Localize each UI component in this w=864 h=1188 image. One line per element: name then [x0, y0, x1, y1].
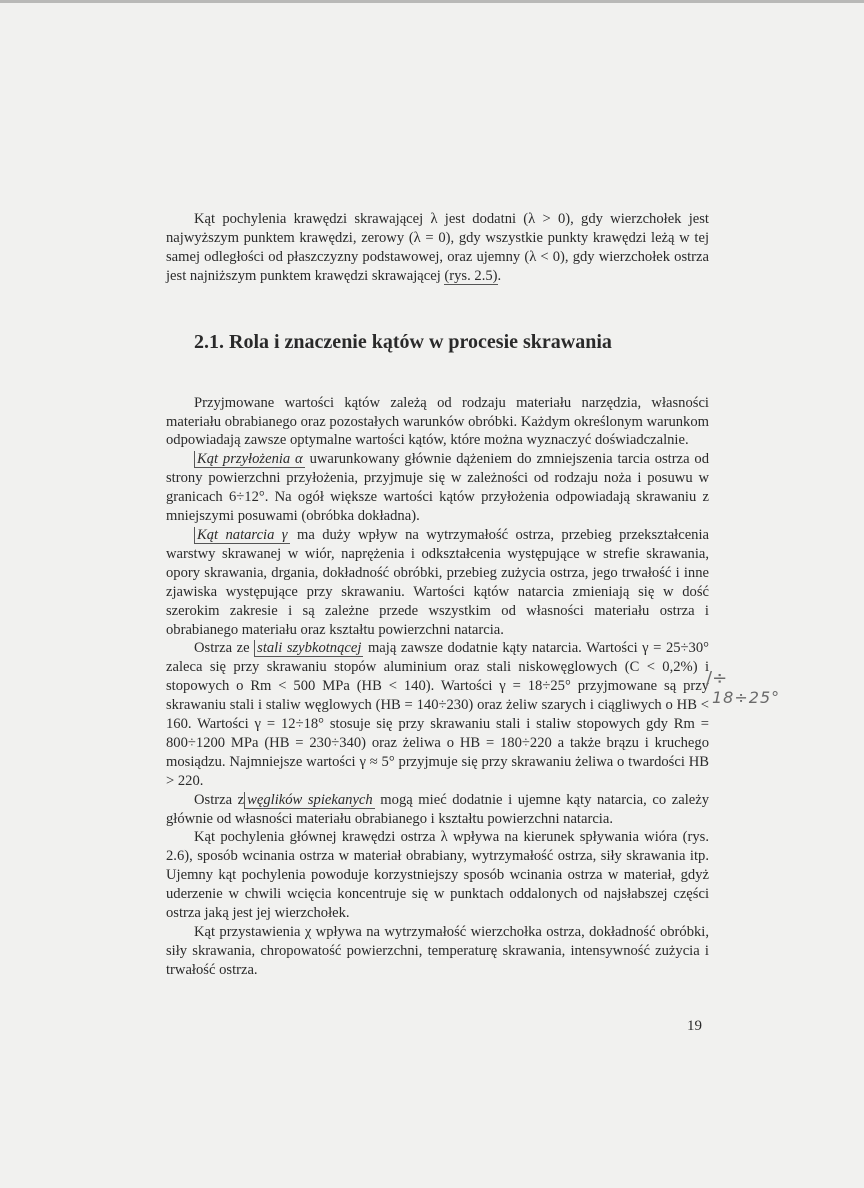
- paragraph-6: Kąt pochylenia głównej krawędzi ostrza λ wpływa na kierunek spływania wióra (rys. 2.6), sposób wcinania ostrza w materiał obrabiany, wytrzymałość ostrza, siły skrawania itp. Ujemny kąt pochylenia powoduje korzystniejszy sposób wcinania ostrza w materiał, gdyż uderzenie w chwili wcięcia koncentruje się w punktach oddalonych od najsłabszej części ostrza jaką jest jej wierzchołek.: [166, 829, 709, 922]
- paragraph-1: Przyjmowane wartości kątów zależą od rodzaju materiału narzędzia, własności materiału obrabianego oraz pozostałych warunków obróbki. Każdym określonym warunkom odpowiadają zawsze optymalne wartości kątów, które można wyznaczyć doświadczalnie.: [166, 394, 709, 449]
- scan-edge: [0, 0, 864, 3]
- intro-text: Kąt pochylenia krawędzi skrawającej λ jest dodatni (λ > 0), gdy wierzchołek jest najwyższym punktem krawędzi, zerowy (λ = 0), gdy wszystkie punkty krawędzi leżą w tej samej odległości od płaszczyzny podstawowej, oraz ujemny (λ < 0), gdy wierzchołek ostrza jest najniższym punktem krawędzi skrawającej: [166, 211, 709, 284]
- paragraph-5-text: mogą mieć dodatnie i ujemne kąty natarcia, co zależy głównie od własności materiału obrabianego i kształtu powierzchni natarcia.: [166, 791, 710, 827]
- page-number: 19: [687, 1018, 702, 1034]
- section-heading: 2.1. Rola i znaczenie kątów w procesie skrawania: [194, 330, 612, 353]
- paragraph-3-text: ma duży wpływ na wytrzymałość ostrza, przebieg przekształcenia warstwy skrawanej w wiór, naprężenia i odkształcenia występujące w strefie skrawania, opory skrawania, drgania, dokładność obróbki, przebieg zużycia ostrza, jego trwałość i inne zjawiska występujące przy skrawaniu. Wartości kątów natarcia zmieniają się w dość szerokim zakresie i są zależne przede wszystkim od własności materiału ostrza i obrabianego materiału oraz kształtu powierzchni natarcia.: [166, 526, 710, 638]
- term-sintered-carbides: węglików spiekanych: [244, 792, 375, 809]
- text-column: [166, 210, 709, 980]
- paragraph-3: [166, 526, 709, 639]
- paragraph-4-start: Ostrza ze: [194, 640, 250, 657]
- figure-reference: (rys. 2.5): [444, 267, 498, 284]
- intro-paragraph: Kąt pochylenia krawędzi skrawającej λ jest dodatni (λ > 0), gdy wierzchołek jest najwyższym punktem krawędzi, zerowy (λ = 0), gdy wszystkie punkty krawędzi leżą w tej samej odległości od płaszczyzny podstawowej, oraz ujemny (λ < 0), gdy wierzchołek ostrza jest najniższym punktem krawędzi skrawającej (rys. 2.5).: [166, 211, 709, 284]
- handwritten-margin-note: [700, 668, 830, 716]
- paragraph-4-text: mają zawsze dodatnie kąty natarcia. Wartości γ = 25÷30° zaleca się przy skrawaniu stopów aluminium oraz stali niskowęglowych (C < 0,2%) i stopowych o Rm < 500 MPa (HB < 140). Wartości γ = 18÷25° przyjmowane są przy skrawaniu stali i staliw węglowych (HB = 140÷230) oraz żeliw szarych i ciągliwych o HB < 160. Wartości γ = 12÷18° stosuje się przy skrawaniu stali i staliw stopowych gdy Rm = 800÷1200 MPa (HB = 230÷340) oraz żeliwa o HB = 180÷220 a także brązu i kruchego mosiądzu. Najmniejsze wartości γ ≈ 5° przyjmuje się przy skrawaniu żeliwa o twardości HB > 220.: [166, 640, 709, 789]
- term-clearance-angle: Kąt przyłożenia α: [194, 451, 305, 468]
- margin-note-line-1: /÷: [706, 668, 728, 689]
- paragraph-5: [166, 791, 709, 829]
- margin-note-line-2: 18÷25°: [712, 688, 781, 707]
- term-high-speed-steel: stali szybkotnącej: [254, 640, 363, 657]
- paragraph-7: Kąt przystawienia χ wpływa na wytrzymałość wierzchołka ostrza, dokładność obróbki, siły skrawania, chropowatość powierzchni, temperaturę skrawania, intensywność zużycia i trwałość ostrza.: [166, 924, 709, 978]
- term-rake-angle: Kąt natarcia γ: [194, 527, 290, 544]
- paragraph-4: [166, 639, 709, 790]
- paragraph-5-start: Ostrza z: [194, 791, 245, 808]
- paragraph-2: [166, 450, 709, 526]
- paragraph-2-text: uwarunkowany głównie dążeniem do zmniejszenia tarcia ostrza od strony powierzchni przyłożenia, przyjmuje się w zależności od rodzaju noża i posuwu w granicach 6÷12°. Na ogół większe wartości kątów przyłożenia odpowiadają skrawaniu z mniejszymi posuwami (obróbka dokładna).: [166, 451, 709, 525]
